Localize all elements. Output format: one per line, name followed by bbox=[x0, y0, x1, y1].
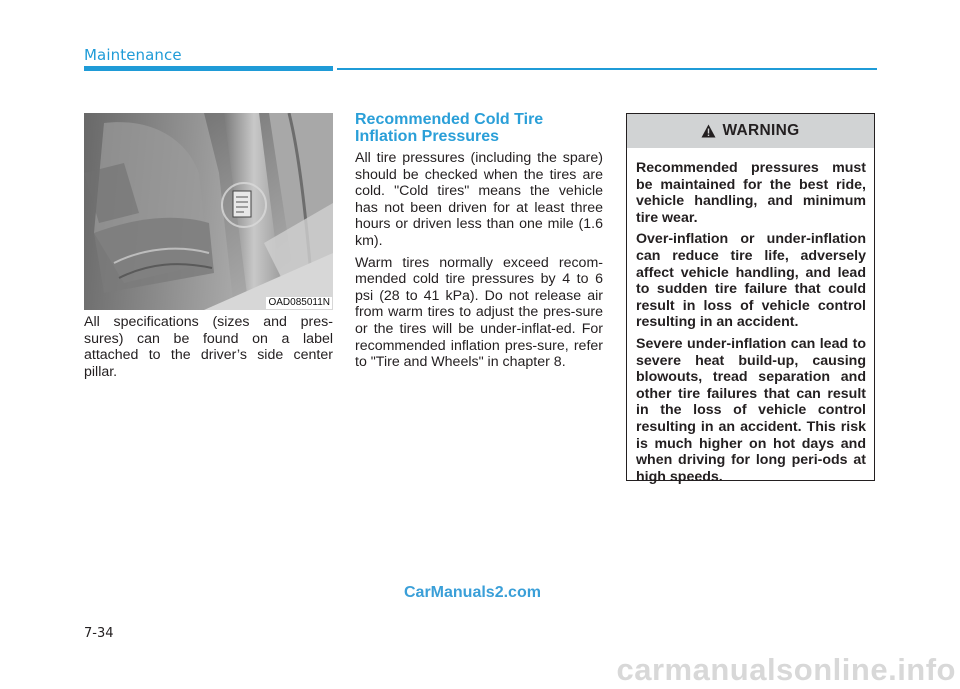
left-paragraph: All specifications (sizes and pres-sures) can be found on a label attached to the driver’s side center pillar. bbox=[84, 314, 333, 380]
figure-photo bbox=[84, 113, 333, 310]
car-seat-photo-illustration bbox=[84, 113, 333, 310]
watermark-site-link[interactable]: CarManuals2.com bbox=[404, 584, 541, 601]
figure-code: OAD085011N bbox=[268, 297, 330, 308]
warning-title: WARNING bbox=[722, 122, 800, 139]
heading-line-1: Recommended Cold Tire bbox=[355, 111, 544, 128]
heading-line-2: Inflation Pressures bbox=[355, 128, 500, 145]
warning-item: Severe under-inflation can lead to severe heat build-up, causing blowouts, tread separation and other tire failures that can result in the loss of vehicle control resulting in an accident. This risk is much higher on hot days and when driving for long peri-ods at high speeds. bbox=[636, 335, 866, 485]
header-rule-thin bbox=[337, 68, 877, 70]
warning-item: Over-inflation or under-inflation can reduce tire life, adversely affect vehicle handling, and lead to sudden tire failure that could result in loss of vehicle control resulting in an accident. bbox=[636, 231, 866, 331]
paragraph-cold-tires: All tire pressures (including the spare) should be checked when the tires are cold. "Cold tires" means the vehicle has not been driven for at least three hours or driven less than one mile (1.6 km). bbox=[355, 150, 603, 249]
warning-triangle-icon bbox=[701, 124, 716, 138]
warning-header bbox=[627, 114, 874, 148]
middle-column bbox=[355, 150, 603, 371]
paragraph-warm-tires: Warm tires normally exceed recom-mended cold tire pressures by 4 to 6 psi (28 to 41 kPa). Do not release air from warm tires to adjust the pres-sure or the tires will be under-inflat-ed. For recommended inflation pres-sure, refer to "Tire and Wheels" in chapter 8. bbox=[355, 254, 603, 371]
warning-box bbox=[626, 113, 875, 485]
section-heading bbox=[355, 111, 603, 145]
warning-item: Recommended pressures must be maintained for the best ride, vehicle handling, and minimum tire wear. bbox=[636, 160, 866, 226]
header-rule-thick bbox=[84, 66, 333, 71]
watermark-bottom: carmanualsonline.info bbox=[616, 652, 956, 687]
page-number: 7-34 bbox=[84, 626, 114, 641]
warning-body bbox=[627, 148, 874, 485]
section-title: Maintenance bbox=[84, 46, 182, 64]
